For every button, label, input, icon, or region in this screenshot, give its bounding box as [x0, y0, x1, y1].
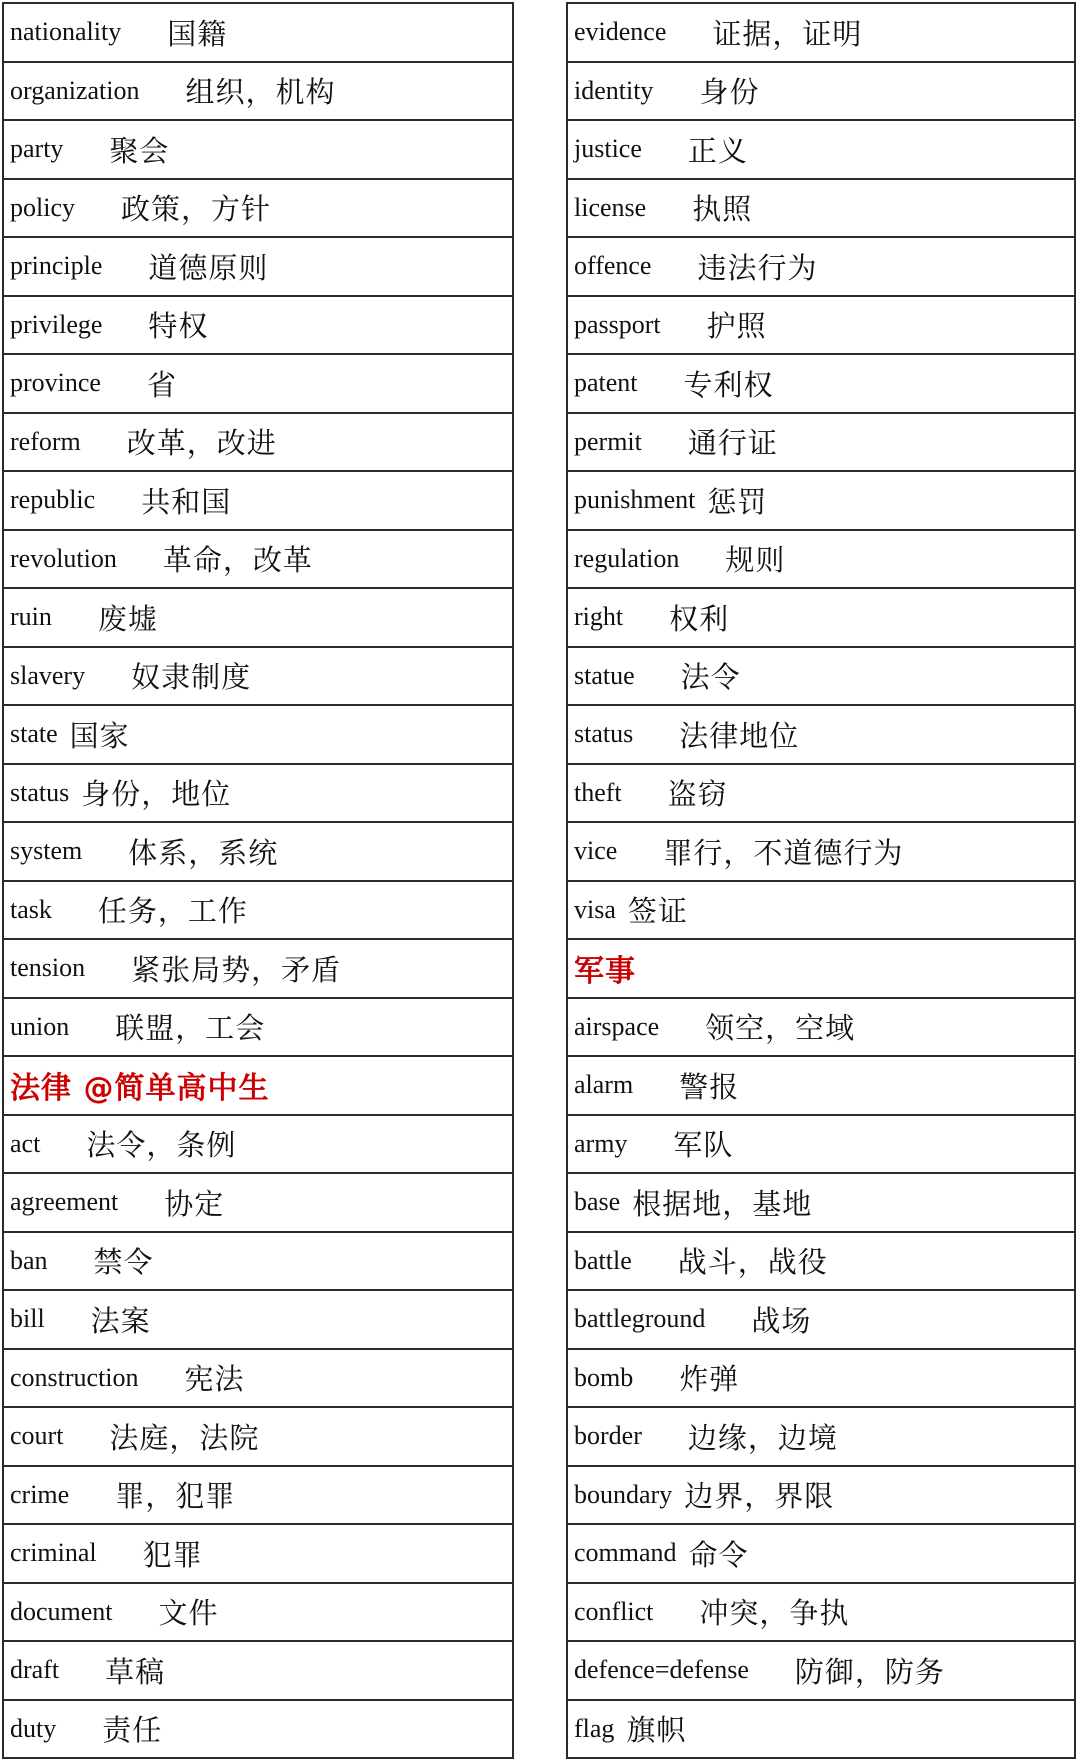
gap-spacer — [695, 500, 707, 501]
table-row — [568, 1406, 1074, 1465]
word-chinese: 法律地位 — [679, 718, 800, 753]
word-chinese: 盗窃 — [667, 777, 728, 812]
table-row — [568, 1465, 1074, 1524]
word-chinese: 通行证 — [687, 426, 778, 461]
table-row — [4, 178, 512, 237]
table-row — [4, 412, 512, 471]
word-english: principle — [10, 251, 103, 281]
table-row — [568, 1582, 1074, 1641]
table-row — [568, 1699, 1074, 1758]
word-chinese: 国家 — [69, 718, 130, 753]
word-english: ban — [10, 1245, 48, 1275]
gap-spacer — [653, 1611, 699, 1612]
gap-spacer — [48, 1260, 94, 1261]
word-english: battleground — [574, 1304, 706, 1334]
word-english: army — [574, 1128, 628, 1158]
word-chinese: 战斗，战役 — [677, 1245, 828, 1280]
word-english: identity — [574, 75, 654, 105]
table-row — [568, 704, 1074, 763]
gap-spacer — [633, 734, 679, 735]
gap-spacer — [59, 1670, 105, 1671]
word-chinese: 特权 — [148, 309, 209, 344]
word-english: court — [10, 1421, 64, 1451]
table-row — [4, 704, 512, 763]
table-row — [4, 236, 512, 295]
gap-spacer — [69, 1026, 115, 1027]
section-title: 军事 — [574, 954, 636, 990]
word-english: flag — [574, 1713, 615, 1743]
word-english: border — [574, 1421, 642, 1451]
gap-spacer — [139, 90, 185, 91]
gap-spacer — [82, 851, 128, 852]
word-english: regulation — [574, 543, 680, 573]
word-english: reform — [10, 426, 81, 456]
table-row — [568, 1231, 1074, 1290]
table-row — [568, 61, 1074, 120]
gap-spacer — [97, 1553, 143, 1554]
word-chinese: 草稿 — [105, 1654, 166, 1689]
section-header-row — [568, 938, 1074, 997]
word-chinese: 正义 — [687, 133, 748, 168]
gap-spacer — [749, 1670, 795, 1671]
word-chinese: 任务，工作 — [97, 894, 248, 929]
table-row — [4, 353, 512, 412]
gap-spacer — [63, 1436, 109, 1437]
word-english: policy — [10, 192, 75, 222]
table-row — [568, 236, 1074, 295]
word-english: system — [10, 836, 83, 866]
gap-spacer — [672, 1494, 684, 1495]
word-chinese: 违法行为 — [697, 250, 818, 285]
table-row — [568, 1114, 1074, 1173]
word-english: criminal — [10, 1538, 97, 1568]
word-chinese: 国籍 — [167, 16, 228, 51]
word-chinese: 组织，机构 — [185, 75, 336, 110]
gap-spacer — [614, 1728, 626, 1729]
word-english: act — [10, 1128, 41, 1158]
word-english: crime — [10, 1479, 70, 1509]
word-english: right — [574, 602, 624, 632]
word-chinese: 权利 — [669, 601, 730, 636]
word-english: license — [574, 192, 647, 222]
word-chinese: 领空，空域 — [705, 1011, 856, 1046]
word-chinese: 证据，证明 — [712, 16, 863, 51]
gap-spacer — [75, 207, 121, 208]
gap-spacer — [653, 90, 699, 91]
gap-spacer — [85, 675, 131, 676]
gap-spacer — [616, 909, 628, 910]
word-english: conflict — [574, 1596, 654, 1626]
gap-spacer — [617, 851, 663, 852]
word-chinese: 禁令 — [93, 1245, 154, 1280]
word-chinese: 罪行，不道德行为 — [663, 835, 904, 870]
gap-spacer — [58, 734, 70, 735]
gap-spacer — [620, 1202, 632, 1203]
word-english: base — [574, 1187, 621, 1217]
word-chinese: 身份 — [699, 75, 760, 110]
word-english: province — [10, 368, 101, 398]
table-row — [568, 1640, 1074, 1699]
word-english: republic — [10, 485, 96, 515]
gap-spacer — [69, 792, 81, 793]
table-row — [4, 295, 512, 354]
word-chinese: 联盟，工会 — [115, 1011, 266, 1046]
word-chinese: 法案 — [90, 1303, 151, 1338]
word-chinese: 根据地，基地 — [632, 1186, 813, 1221]
word-chinese: 革命，改革 — [162, 543, 313, 578]
word-english: airspace — [574, 1011, 660, 1041]
table-row — [4, 880, 512, 939]
vocab-table-right — [566, 2, 1076, 1759]
word-english: slavery — [10, 660, 86, 690]
word-chinese: 法令，条例 — [86, 1128, 237, 1163]
table-row — [4, 1465, 512, 1524]
table-row — [568, 997, 1074, 1056]
word-chinese: 共和国 — [141, 484, 232, 519]
gap-spacer — [642, 1436, 688, 1437]
word-chinese: 体系，系统 — [128, 835, 279, 870]
word-chinese: 身份，地位 — [81, 777, 232, 812]
table-row — [568, 1523, 1074, 1582]
word-chinese: 规则 — [725, 543, 786, 578]
word-english: theft — [574, 777, 622, 807]
gap-spacer — [113, 1611, 159, 1612]
table-row — [4, 1699, 512, 1758]
word-english: command — [574, 1538, 677, 1568]
word-english: state — [10, 719, 58, 749]
word-english: status — [10, 777, 70, 807]
table-row — [568, 119, 1074, 178]
table-row — [4, 1289, 512, 1348]
word-english: union — [10, 1011, 70, 1041]
word-chinese: 聚会 — [109, 133, 170, 168]
word-english: defence=defense — [574, 1655, 749, 1685]
table-row — [4, 1172, 512, 1231]
table-row — [4, 763, 512, 822]
word-english: revolution — [10, 543, 117, 573]
table-row — [4, 1406, 512, 1465]
word-chinese: 执照 — [692, 192, 753, 227]
vocab-table-left — [2, 2, 514, 1759]
gap-spacer — [638, 383, 684, 384]
gap-spacer — [63, 149, 109, 150]
table-row — [568, 821, 1074, 880]
gap-spacer — [642, 441, 688, 442]
table-row — [568, 1348, 1074, 1407]
word-chinese: 警报 — [679, 1069, 740, 1104]
word-chinese: 专利权 — [683, 367, 774, 402]
word-english: party — [10, 134, 64, 164]
table-row — [568, 1289, 1074, 1348]
word-english: status — [574, 719, 634, 749]
table-row — [4, 1582, 512, 1641]
gap-spacer — [52, 617, 98, 618]
gap-spacer — [666, 32, 712, 33]
word-chinese: 犯罪 — [142, 1537, 203, 1572]
word-chinese: 法庭，法院 — [109, 1420, 260, 1455]
gap-spacer — [118, 1202, 164, 1203]
word-english: boundary — [574, 1479, 673, 1509]
word-english: bill — [10, 1304, 45, 1334]
word-chinese: 改革，改进 — [126, 426, 277, 461]
table-row — [4, 470, 512, 529]
word-chinese: 奴隶制度 — [131, 660, 252, 695]
word-english: evidence — [574, 17, 667, 47]
word-chinese: 协定 — [164, 1186, 225, 1221]
gap-spacer — [121, 32, 167, 33]
word-english: construction — [10, 1362, 139, 1392]
table-row — [568, 529, 1074, 588]
word-chinese: 防御，防务 — [794, 1654, 945, 1689]
word-english: draft — [10, 1655, 60, 1685]
gap-spacer — [679, 558, 725, 559]
table-row — [4, 4, 512, 61]
word-chinese: 紧张局势，矛盾 — [131, 952, 342, 987]
table-row — [4, 587, 512, 646]
table-row — [568, 1055, 1074, 1114]
table-row — [4, 1231, 512, 1290]
word-chinese: 政策，方针 — [121, 192, 272, 227]
gap-spacer — [705, 1319, 751, 1320]
table-row — [4, 646, 512, 705]
word-chinese: 签证 — [627, 894, 688, 929]
word-chinese: 边界，界限 — [684, 1479, 835, 1514]
word-chinese: 边缘，边境 — [687, 1420, 838, 1455]
word-chinese: 法令 — [680, 660, 741, 695]
gap-spacer — [81, 441, 127, 442]
table-row — [4, 938, 512, 997]
table-row — [568, 353, 1074, 412]
word-chinese: 命令 — [688, 1537, 749, 1572]
word-chinese: 宪法 — [184, 1362, 245, 1397]
gap-spacer — [102, 266, 148, 267]
word-english: passport — [574, 309, 661, 339]
word-chinese: 废墟 — [97, 601, 158, 636]
word-english: ruin — [10, 602, 52, 632]
word-english: duty — [10, 1713, 57, 1743]
gap-spacer — [651, 266, 697, 267]
word-english: permit — [574, 426, 642, 456]
word-english: privilege — [10, 309, 103, 339]
word-english: battle — [574, 1245, 632, 1275]
word-chinese: 罪，犯罪 — [115, 1479, 236, 1514]
gap-spacer — [622, 792, 668, 793]
table-row — [4, 119, 512, 178]
table-row — [568, 470, 1074, 529]
gap-spacer — [632, 1260, 678, 1261]
word-chinese: 省 — [146, 367, 177, 402]
word-chinese: 战场 — [751, 1303, 812, 1338]
table-row — [4, 821, 512, 880]
word-english: vice — [574, 836, 618, 866]
gap-spacer — [633, 1085, 679, 1086]
word-chinese: 护照 — [706, 309, 767, 344]
section-title: 法律 @简单高中生 — [10, 1071, 270, 1107]
table-row — [568, 4, 1074, 61]
word-english: bomb — [574, 1362, 634, 1392]
table-row — [568, 587, 1074, 646]
word-chinese: 军队 — [673, 1128, 734, 1163]
table-row — [568, 1172, 1074, 1231]
word-english: organization — [10, 75, 140, 105]
word-english: agreement — [10, 1187, 119, 1217]
word-english: document — [10, 1596, 113, 1626]
table-row — [4, 997, 512, 1056]
gap-spacer — [95, 500, 141, 501]
word-chinese: 旗帜 — [626, 1713, 687, 1748]
table-row — [568, 646, 1074, 705]
gap-spacer — [85, 968, 131, 969]
word-chinese: 炸弹 — [679, 1362, 740, 1397]
word-english: offence — [574, 251, 652, 281]
table-row — [568, 178, 1074, 237]
gap-spacer — [52, 909, 98, 910]
word-english: punishment — [574, 485, 696, 515]
table-row — [4, 1348, 512, 1407]
table-row — [568, 295, 1074, 354]
gap-spacer — [633, 1377, 679, 1378]
word-english: nationality — [10, 17, 122, 47]
gap-spacer — [101, 383, 147, 384]
word-chinese: 道德原则 — [148, 250, 269, 285]
gap-spacer — [627, 1143, 673, 1144]
gap-spacer — [40, 1143, 86, 1144]
table-row — [4, 529, 512, 588]
word-chinese: 惩罚 — [707, 484, 768, 519]
gap-spacer — [623, 617, 669, 618]
word-english: statue — [574, 660, 635, 690]
table-row — [4, 1114, 512, 1173]
gap-spacer — [102, 324, 148, 325]
section-header-row — [4, 1055, 512, 1114]
gap-spacer — [646, 207, 692, 208]
table-row — [568, 880, 1074, 939]
gap-spacer — [56, 1728, 102, 1729]
word-english: visa — [574, 894, 616, 924]
gap-spacer — [659, 1026, 705, 1027]
gap-spacer — [642, 149, 688, 150]
gap-spacer — [45, 1319, 91, 1320]
word-chinese: 责任 — [102, 1713, 163, 1748]
word-chinese: 冲突，争执 — [699, 1596, 850, 1631]
table-row — [4, 1640, 512, 1699]
gap-spacer — [139, 1377, 185, 1378]
word-chinese: 文件 — [158, 1596, 219, 1631]
table-row — [568, 412, 1074, 471]
word-english: alarm — [574, 1070, 634, 1100]
word-english: tension — [10, 953, 86, 983]
gap-spacer — [117, 558, 163, 559]
gap-spacer — [635, 675, 681, 676]
gap-spacer — [677, 1553, 689, 1554]
gap-spacer — [69, 1494, 115, 1495]
table-row — [568, 763, 1074, 822]
gap-spacer — [661, 324, 707, 325]
word-english: patent — [574, 368, 638, 398]
table-row — [4, 1523, 512, 1582]
word-english: task — [10, 894, 52, 924]
word-english: justice — [574, 134, 642, 164]
table-row — [4, 61, 512, 120]
